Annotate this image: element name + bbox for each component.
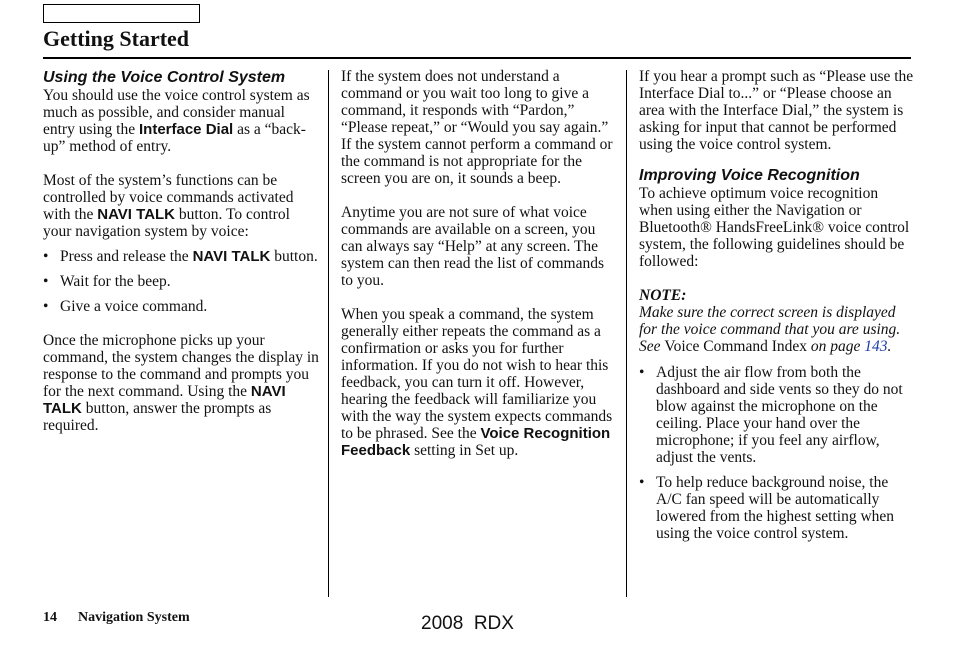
paragraph-feedback — [341, 306, 616, 459]
note-label: NOTE: — [639, 287, 687, 304]
note-text — [639, 304, 915, 355]
page-title: Getting Started — [43, 26, 190, 51]
column-1 — [43, 68, 319, 434]
term-navi-talk: NAVI TALK — [43, 383, 286, 417]
paragraph-not-understood: If the system does not understand a command or you wait too long to give a command, it responds with “Pardon,” “Please repeat,” or “Would you say again.” If the system cannot perform a command or the command is not appropriate for the screen you are on, it sounds a beep. — [341, 68, 613, 187]
list-item: • To help reduce background noise, the A/C fan speed will be automatically lowered from the highest setting when using the voice control system. — [639, 474, 915, 542]
column-divider-2 — [626, 70, 627, 597]
term-interface-dial: Interface Dial — [139, 121, 234, 138]
text: When you speak a command, the system generally either repeats the command as a confirmation or asks you for further information. If you do not wish to hear this feedback, you can turn it off. However, hearing the feedback will familiarize you with the way the system expects commands to be phrased. See the — [341, 306, 613, 442]
paragraph-interface-dial-prompt: If you hear a prompt such as “Please use the Interface Dial to...” or “Please choose an area with the Interface Dial,” the system is asking for input that cannot be performed using the voice control system. — [639, 68, 914, 153]
paragraph-help: Anytime you are not sure of what voice commands are available on a screen, you can always say “Help” at any screen. The system can then read the list of commands to you. — [341, 204, 605, 289]
text: Make sure the correct screen is displayed for the voice command that you are using. See — [639, 304, 901, 355]
list-item: • Give a voice command. — [43, 298, 319, 315]
column-divider-1 — [328, 70, 329, 597]
paragraph-microphone — [43, 332, 319, 434]
text: Press and release the — [60, 248, 193, 265]
page-link[interactable]: 143 — [864, 338, 888, 355]
column-3 — [639, 68, 915, 542]
text: on page — [807, 338, 865, 355]
footer-model: 2008 RDX — [421, 613, 514, 634]
paragraph-guidelines: To achieve optimum voice recognition when using either the Navigation or Bluetooth® HandsFreeLink® voice control system, the following guidelines should be followed: — [639, 185, 910, 270]
list-item: • Adjust the air flow from both the dashboard and side vents so they do not blow against the microphone on the ceiling. Place your hand over the microphone; if you feel any airflow, adjust the vents. — [639, 364, 915, 466]
section-heading-improving-recognition: Improving Voice Recognition — [639, 167, 860, 184]
header-tab-box — [43, 4, 200, 23]
text: as a “back-up” method of entry. — [43, 121, 306, 155]
text: You should use the voice control system as much as possible, and consider manual entry using the — [43, 87, 310, 138]
footer-page-number: 14 — [43, 610, 57, 625]
text: Most of the system’s functions can be controlled by voice commands activated with the — [43, 172, 294, 223]
text: button. To control your navigation system by voice: — [43, 206, 290, 240]
text: button, answer the prompts as required. — [43, 400, 272, 434]
footer-section-name: Navigation System — [78, 610, 190, 625]
text: . — [887, 338, 892, 355]
guidelines-list — [639, 364, 915, 542]
text: button. — [270, 248, 318, 265]
list-item: • Wait for the beep. — [43, 273, 319, 290]
title-divider — [43, 57, 911, 59]
paragraph-intro — [43, 87, 319, 155]
list-item — [43, 248, 319, 265]
steps-list — [43, 248, 319, 315]
section-heading-voice-control: Using the Voice Control System — [43, 69, 286, 86]
paragraph-functions — [43, 172, 319, 240]
term-voice-recognition-feedback: Voice Recognition Feedback — [341, 425, 611, 459]
text: Once the microphone picks up your command, the system changes the display in response to the command and prompts you for the next command. Using the — [43, 332, 319, 400]
text: Voice Command Index — [664, 338, 808, 355]
text: setting in Set up. — [410, 442, 519, 459]
term-navi-talk: NAVI TALK — [192, 248, 271, 265]
term-navi-talk: NAVI TALK — [97, 206, 176, 223]
column-2 — [341, 68, 616, 459]
